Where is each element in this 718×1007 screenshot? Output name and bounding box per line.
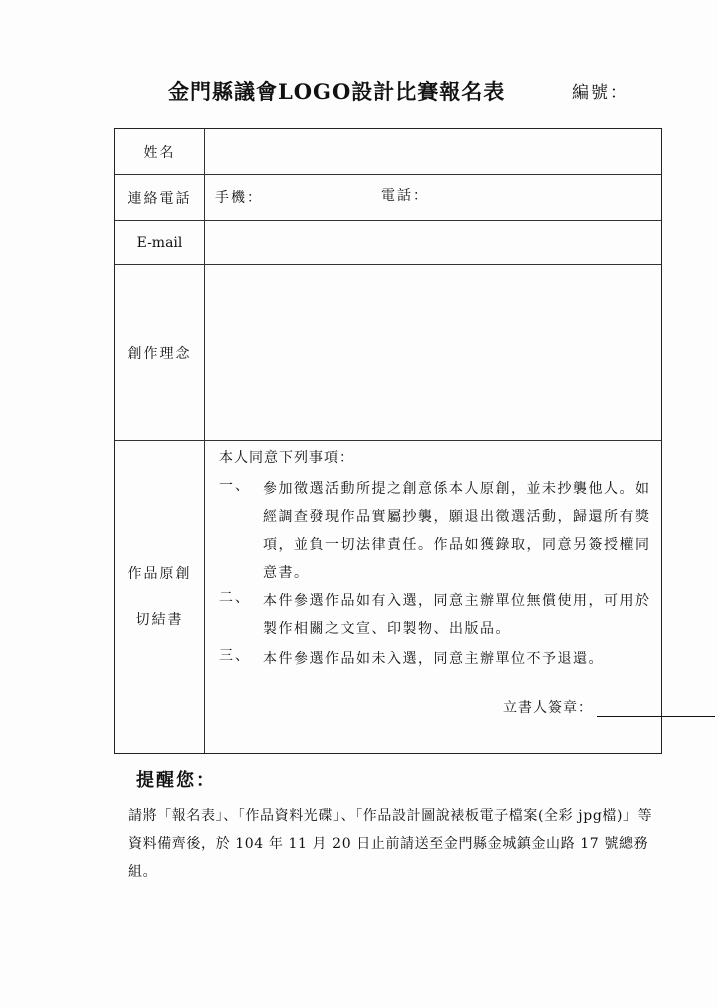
affidavit-item-text: 本件參選作品如有入選，同意主辦單位無償使用，可用於製作相關之文宣、印製物、出版品。: [263, 593, 651, 637]
signature-line[interactable]: [597, 700, 715, 717]
affidavit-label-line2: 切結書: [135, 612, 184, 628]
name-label: 姓名: [115, 129, 205, 174]
phone-label: 電話：: [381, 188, 429, 204]
reminder-title: 提醒您：: [136, 770, 216, 791]
signature-area: [503, 697, 715, 717]
affidavit-item-text: 參加徵選活動所提之創意係本人原創，並未抄襲他人。如經調查發現作品實屬抄襲，願退出徵選活動，歸還所有獎項，並負一切法律責任。作品如獲錄取，同意另簽授權同意書。: [263, 481, 651, 581]
name-row: [115, 129, 661, 175]
affidavit-item-number: 二、: [219, 590, 251, 606]
affidavit-intro: 本人同意下列事項：: [219, 450, 354, 466]
concept-label: 創作理念: [115, 265, 205, 440]
form-title: 金門縣議會LOGO設計比賽報名表: [168, 79, 506, 104]
signature-label: 立書人簽章：: [503, 700, 593, 716]
affidavit-label-line1: 作品原創: [127, 566, 192, 582]
concept-field[interactable]: [205, 265, 661, 440]
affidavit-content: [213, 441, 653, 753]
affidavit-item-text: 本件參選作品如未入選，同意主辦單位不予退還。: [263, 651, 604, 667]
email-row: [115, 221, 661, 265]
concept-row: [115, 265, 661, 441]
affidavit-item-number: 三、: [219, 648, 251, 664]
name-field[interactable]: [205, 129, 661, 174]
contact-row: [115, 175, 661, 221]
affidavit-item-number: 一、: [219, 478, 251, 494]
reminder-text: 請將「報名表」、「作品資料光碟」、「作品設計圖說裱板電子檔案(全彩 jpg檔)」等資料備齊後，於 104 年 11 月 20 日止前請送至金門縣金城鎮金山路 17 號總務組。: [128, 808, 653, 880]
serial-number-label: 編號：: [572, 83, 629, 103]
email-field[interactable]: [205, 221, 661, 264]
contact-field[interactable]: [205, 175, 661, 220]
affidavit-row: [115, 441, 661, 753]
contact-label: 連絡電話: [115, 175, 205, 220]
affidavit-label: [115, 441, 205, 753]
email-label: E-mail: [115, 221, 205, 264]
mobile-label: 手機：: [215, 190, 263, 206]
registration-form-table: [114, 128, 662, 754]
